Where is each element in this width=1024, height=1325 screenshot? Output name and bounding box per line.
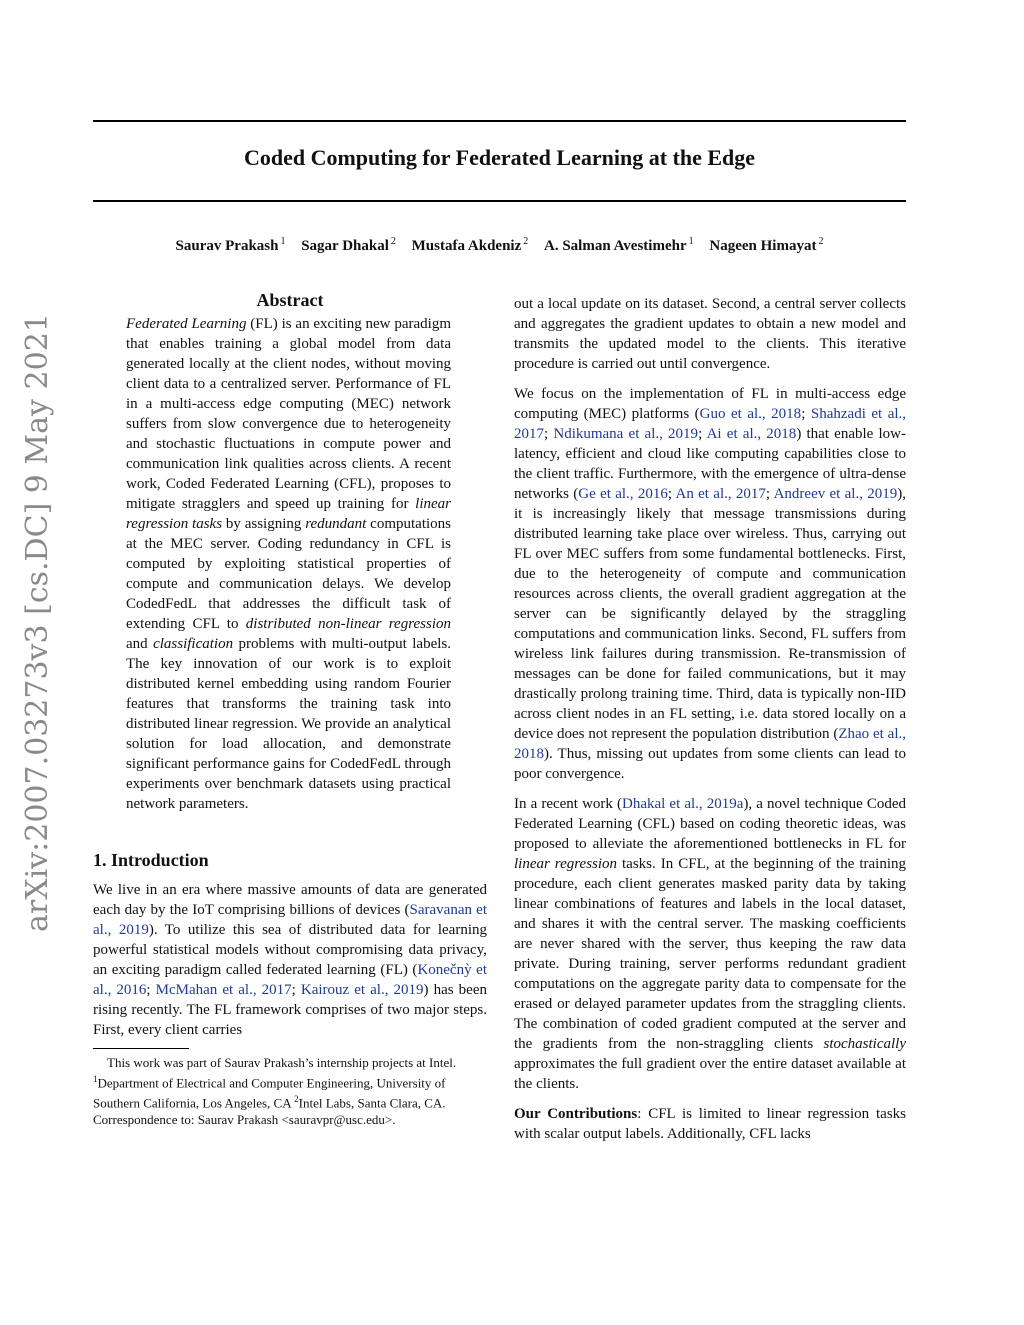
footnote-affiliations — [93, 1071, 487, 1128]
citation-link[interactable]: An et al., 2017 — [675, 486, 766, 502]
footnote-internship: This work was part of Saurav Prakash’s internship projects at Intel. — [107, 1055, 457, 1070]
affiliation-2: Intel Labs, Santa Clara, CA. Correspondence to: Saurav Prakash <sauravpr@usc.edu>. — [93, 1095, 446, 1127]
citation-link[interactable]: Ai et al., 2018 — [706, 426, 797, 442]
citation-link[interactable]: Ge et al., 2016 — [578, 486, 668, 502]
author-name: Mustafa Akdeniz — [411, 238, 522, 254]
author — [301, 238, 396, 254]
emphasis-text: linear regression tasks — [126, 496, 451, 532]
author — [176, 238, 286, 254]
intro-paragraph: We live in an era where massive amounts of data are generated each day by the IoT comprising billions of devices (Saravanan et al., 2019). To utilize this sea of distributed data for learning powerful statistical models without compromising data privacy, an exciting paradigm called federated learning (FL) (Konečnỳ et al., 2016; McMahan et al., 2017; Kairouz et al., 2019) has been rising recently. The FL framework comprises of two major steps. First, every client carries — [93, 882, 487, 1038]
affiliation-mark: 1 — [93, 1074, 98, 1084]
author-name: Nageen Himayat — [709, 238, 817, 254]
author — [709, 238, 823, 254]
body-paragraph: out a local update on its dataset. Second, a central server collects and aggregates the gradient updates to obtain a new model and transmits the updated model to the clients. This iterative procedure is carried out until convergence. — [514, 296, 906, 372]
emphasis-text: redundant — [305, 516, 367, 532]
emphasis-text: Federated Learning — [126, 316, 247, 332]
citation-link[interactable]: Guo et al., 2018 — [699, 406, 802, 422]
footnotes — [93, 1055, 487, 1128]
author-affiliation: 2 — [818, 236, 824, 247]
body-paragraph: In a recent work (Dhakal et al., 2019a), a novel technique Coded Federated Learning (CFL) based on coding theoretic ideas, was proposed to alleviate the aforementioned bottlenecks in FL for linear regression tasks. In CFL, at the beginning of the training procedure, each client generates masked parity data by taking linear combinations of features and labels in the local dataset, and shares it with the central server. The masking coefficients are never shared with the server, thus keeping the raw data private. During training, server performs redundant gradient computations on the aggregate parity data to compensate for the erased or delayed parameter updates from the straggling clients. The combination of coded gradient computed at the server and the gradients from the non-straggling clients stochastically approximates the full gradient over the entire dataset available at the clients. — [514, 796, 907, 1092]
emphasis-text: stochastically — [823, 1036, 906, 1052]
emphasis-text: linear regression — [514, 856, 618, 872]
author-name: A. Salman Avestimehr — [543, 238, 687, 254]
citation-link[interactable]: McMahan et al., 2017 — [155, 982, 292, 998]
author-affiliation: 1 — [688, 236, 694, 247]
introduction-heading: 1. Introduction — [93, 850, 209, 870]
body-paragraph: We focus on the implementation of FL in multi-access edge computing (MEC) platforms (Guo et al., 2018; Shahzadi et al., 2017; Ndikumana et al., 2019; Ai et al., 2018) that enable low-latency, efficient and cloud like computing capabilities close to the client traffic. Furthermore, with the emergence of ultra-dense networks (Ge et al., 2016; An et al., 2017; Andreev et al., 2019), it is increasingly likely that message transmissions during distributed learning take place over wireless. Thus, carrying out FL over MEC suffers from some fundamental bottlenecks. First, due to the heterogeneity of compute and communication resources across clients, the overall gradient aggregation at the server can be significantly delayed by the straggling computations and communication links. Second, FL suffers from wireless link failures during transmission. Re-transmission of messages can be done for failed communications, but it may drastically prolong training time. Third, data is typically non-IID across client nodes in an FL setting, i.e. data stored locally on a device does not represent the population distribution (Zhao et al., 2018). Thus, missing out updates from some clients can lead to poor convergence. — [514, 386, 907, 782]
emphasis-text: classification — [153, 636, 234, 652]
author-affiliation: 1 — [280, 236, 286, 247]
paper-title: Coded Computing for Federated Learning at the Edge — [243, 145, 756, 170]
author-name: Saurav Prakash — [175, 238, 279, 254]
citation-link[interactable]: Shahzadi et al., 2017 — [514, 406, 907, 442]
abstract-body: Federated Learning (FL) is an exciting new paradigm that enables training a global model from data generated locally at the client nodes, without moving client data to a centralized server. Performance of FL in a multi-access edge computing (MEC) network suffers from slow convergence due to heterogeneity and stochastic fluctuations in compute power and communication link qualities across clients. A recent work, Coded Federated Learning (CFL), proposes to mitigate stragglers and speed up training for linear regression tasks by assigning redundant computations at the MEC server. Coding redundancy in CFL is computed by exploiting statistical properties of compute and communication delays. We develop CodedFedL that addresses the difficult task of extending CFL to distributed non-linear regression and classification problems with multi-output labels. The key innovation of our work is to exploit distributed kernel embedding using random Fourier features that transforms the training task into distributed linear regression. We provide an analytical solution for load allocation, and demonstrate significant performance gains for CodedFedL through experiments over benchmark datasets using practical network parameters. — [126, 316, 451, 812]
affiliation-1: Department of Electrical and Computer Engineering, University of Southern California, Los Angeles, CA — [93, 1075, 446, 1111]
contributions-paragraph: Our Contributions: CFL is limited to linear regression tasks with scalar output labels. Additionally, CFL lacks — [514, 1106, 906, 1142]
citation-link[interactable]: Saravanan et al., 2019 — [93, 902, 487, 938]
author-affiliation: 2 — [390, 236, 396, 247]
citation-link[interactable]: Zhao et al., 2018 — [514, 726, 906, 762]
author-affiliation: 2 — [523, 236, 529, 247]
citation-link[interactable]: Konečnỳ et al., 2016 — [93, 962, 487, 998]
title-rule-bottom — [93, 200, 906, 202]
left-column — [93, 290, 487, 1128]
title-rule-top — [93, 120, 906, 122]
footnote-rule — [93, 1048, 189, 1049]
author-list — [93, 236, 906, 255]
abstract-heading: Abstract — [256, 290, 324, 310]
citation-link[interactable]: Andreev et al., 2019 — [773, 486, 898, 502]
emphasis-text: distributed non-linear regression — [245, 616, 451, 632]
right-column — [514, 294, 906, 1144]
citation-link[interactable]: Ndikumana et al., 2019 — [553, 426, 699, 442]
citation-link[interactable]: Kairouz et al., 2019 — [300, 982, 424, 998]
author-name: Sagar Dhakal — [301, 238, 389, 254]
author — [544, 238, 694, 254]
citation-link[interactable]: Dhakal et al., 2019a — [622, 796, 744, 812]
author — [412, 238, 529, 254]
bold-text: Our Contributions — [514, 1106, 638, 1122]
affiliation-mark: 2 — [294, 1094, 299, 1105]
arxiv-identifier: arXiv:2007.03273v3 [cs.DC] 9 May 2021 — [20, 313, 55, 932]
